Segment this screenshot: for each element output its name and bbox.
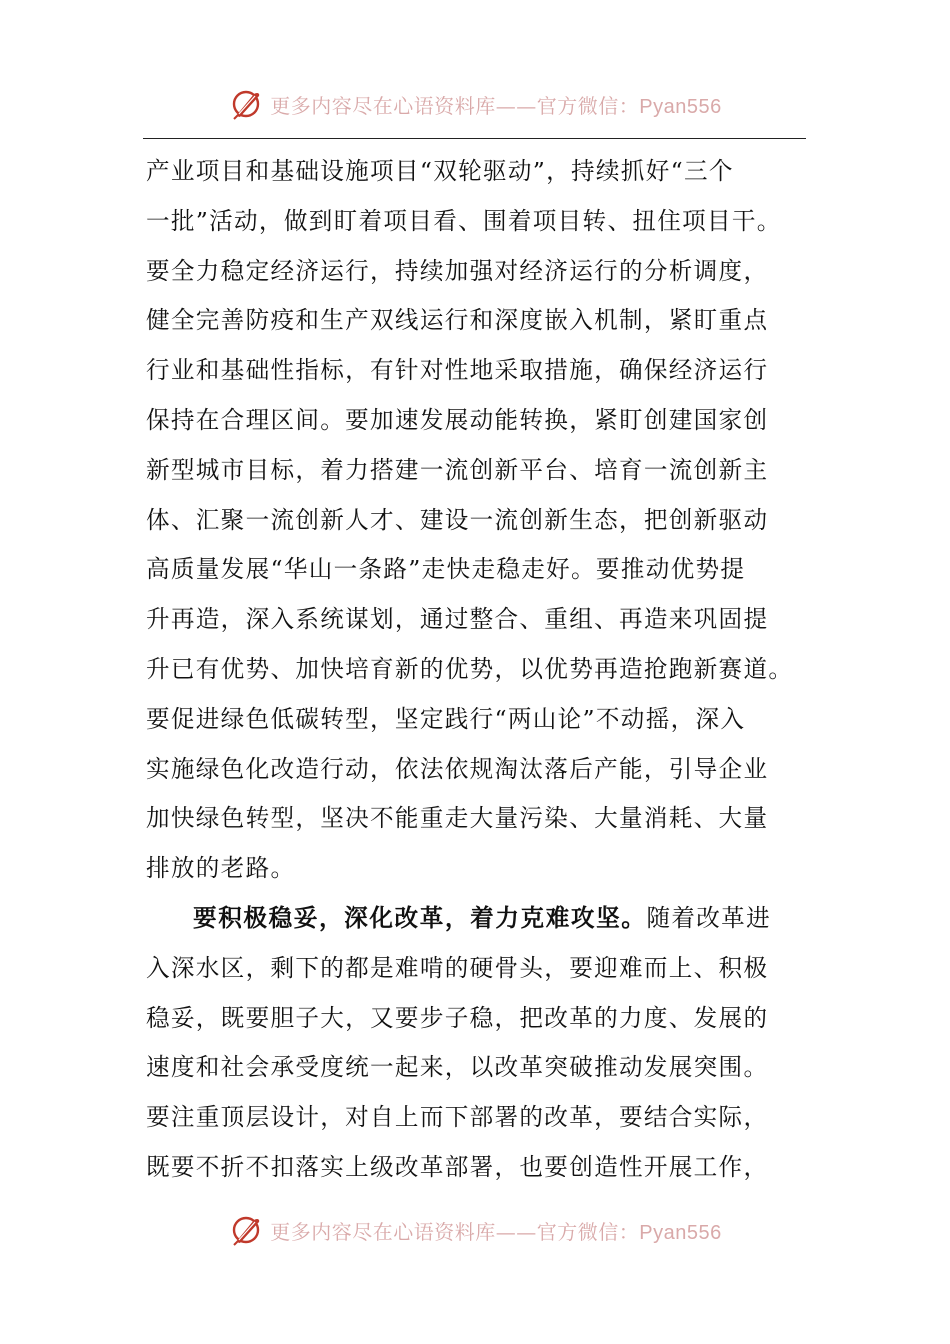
paragraph-2-first-line-rest: 随着改革进 xyxy=(646,903,771,932)
footer-banner-account: Pyan556 xyxy=(639,1221,722,1244)
text-line: 入深水区，剩下的都是难啃的硬骨头，要迎难而上、积极 xyxy=(146,953,769,982)
text-line: 加快绿色转型，坚决不能重走大量污染、大量消耗、大量 xyxy=(146,804,769,833)
header-banner xyxy=(0,82,950,126)
quill-pen-logo-icon xyxy=(228,86,264,122)
paragraph-2-bold-lead: 要积极稳妥，深化改革，着力克难攻坚。 xyxy=(193,903,647,932)
header-banner-content xyxy=(228,86,721,122)
text-line: 稳妥，既要胆子大，又要步子稳，把改革的力度、发展的 xyxy=(146,1003,769,1032)
text-line: 要促进绿色低碳转型，坚定践行“两山论”不动摇，深入 xyxy=(146,704,746,733)
footer-banner-prefix: 更多内容尽在心语资料库——官方微信： xyxy=(270,1219,640,1244)
paragraph-1 xyxy=(146,147,808,894)
header-divider xyxy=(143,138,806,139)
quill-pen-logo-icon xyxy=(228,1212,264,1248)
text-line: 升已有优势、加快培育新的优势，以优势再造抢跑新赛道。 xyxy=(146,654,794,683)
text-line: 速度和社会承受度统一起来，以改革突破推动发展突围。 xyxy=(146,1053,769,1082)
text-line: 产业项目和基础设施项目“双轮驱动”，持续抓好“三个 xyxy=(146,157,734,185)
text-line: 健全完善防疫和生产双线运行和深度嵌入机制，紧盯重点 xyxy=(146,306,769,335)
text-line: 行业和基础性指标，有针对性地采取措施，确保经济运行 xyxy=(146,356,769,385)
text-line: 升再造，深入系统谋划，通过整合、重组、再造来巩固提 xyxy=(146,605,769,634)
text-line: 要注重顶层设计，对自上而下部署的改革，要结合实际， xyxy=(146,1103,769,1132)
text-line: 新型城市目标，着力搭建一流创新平台、培育一流创新主 xyxy=(146,455,769,484)
text-line: 实施绿色化改造行动，依法依规淘汰落后产能，引导企业 xyxy=(146,754,769,783)
header-banner-account: Pyan556 xyxy=(639,95,722,118)
document-body xyxy=(146,147,808,1193)
footer-banner xyxy=(0,1208,950,1252)
footer-banner-text xyxy=(270,1216,721,1245)
text-line: 一批”活动，做到盯着项目看、围着项目转、扭住项目干。 xyxy=(146,206,782,235)
text-line: 保持在合理区间。要加速发展动能转换，紧盯创建国家创 xyxy=(146,405,769,434)
text-line: 高质量发展“华山一条路”走快走稳走好。要推动优势提 xyxy=(146,555,746,584)
text-line-first xyxy=(146,894,808,944)
text-line: 既要不折不扣落实上级改革部署，也要创造性开展工作， xyxy=(146,1152,769,1181)
footer-banner-content xyxy=(228,1212,721,1248)
header-banner-text xyxy=(270,90,721,119)
header-banner-prefix: 更多内容尽在心语资料库——官方微信： xyxy=(270,93,640,118)
text-line: 要全力稳定经济运行，持续加强对经济运行的分析调度， xyxy=(146,256,769,285)
text-line: 体、汇聚一流创新人才、建设一流创新生态，把创新驱动 xyxy=(146,505,769,534)
text-line: 排放的老路。 xyxy=(146,854,296,883)
paragraph-2 xyxy=(146,894,808,1193)
